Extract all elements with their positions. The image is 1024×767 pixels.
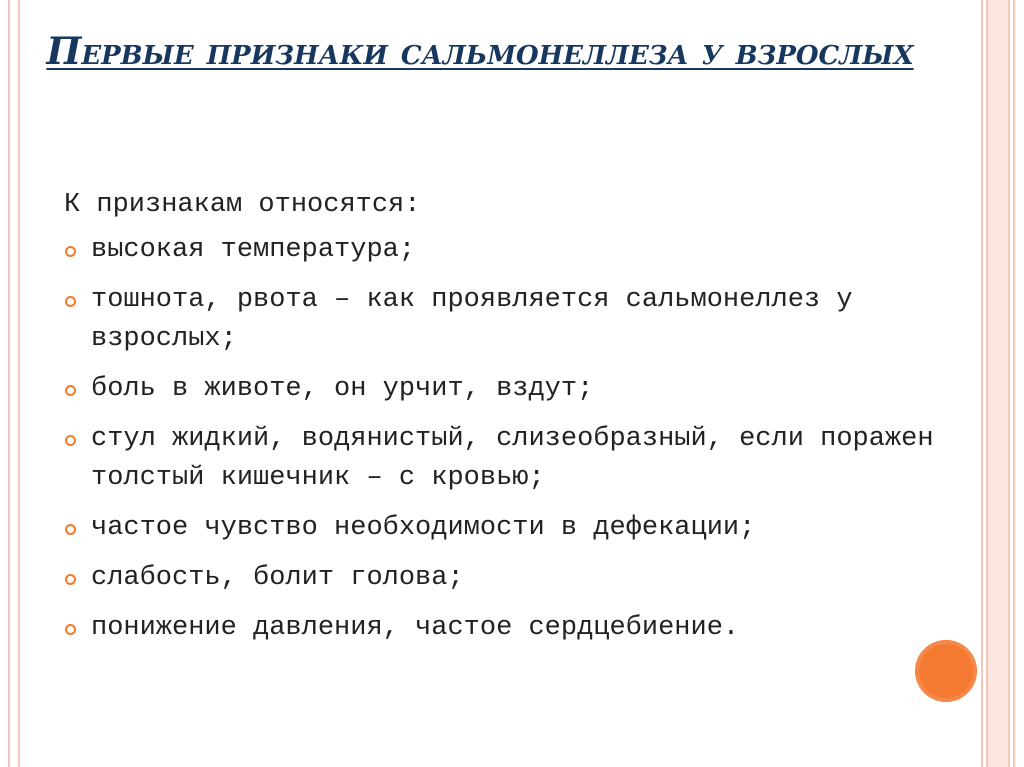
list-item <box>64 509 944 548</box>
bullet-icon <box>65 296 76 307</box>
symptom-list <box>64 231 944 648</box>
list-item <box>64 281 944 359</box>
slide-body <box>64 183 944 659</box>
list-item-text: слабость, болит голова; <box>91 563 464 593</box>
orange-circle-decoration <box>915 640 977 702</box>
list-item <box>64 559 944 598</box>
bullet-icon <box>65 435 76 446</box>
list-item <box>64 231 944 270</box>
left-frame-decoration <box>8 0 20 767</box>
bullet-icon <box>65 246 76 257</box>
bullet-icon <box>65 574 76 585</box>
slide-title: Первые признаки сальмонеллеза у взрослых <box>46 29 914 73</box>
bullet-icon <box>65 624 76 635</box>
bullet-icon <box>65 385 76 396</box>
bullet-icon <box>65 524 76 535</box>
list-item <box>64 420 944 498</box>
list-item-text: боль в животе, он урчит, вздут; <box>91 374 594 404</box>
list-item-text: стул жидкий, водянистый, слизеобразный, если поражен толстый кишечник – с кровью; <box>91 424 934 493</box>
list-item-text: частое чувство необходимости в дефекации; <box>91 513 756 543</box>
list-item <box>64 370 944 409</box>
right-frame-decoration <box>978 0 1024 767</box>
list-item-text: высокая температура; <box>91 235 416 265</box>
lead-text: К признакам относятся: <box>64 190 421 220</box>
list-item-text: понижение давления, частое сердцебиение. <box>91 613 740 643</box>
list-item <box>64 609 944 648</box>
list-item-text: тошнота, рвота – как проявляется сальмонеллез у взрослых; <box>91 285 853 354</box>
